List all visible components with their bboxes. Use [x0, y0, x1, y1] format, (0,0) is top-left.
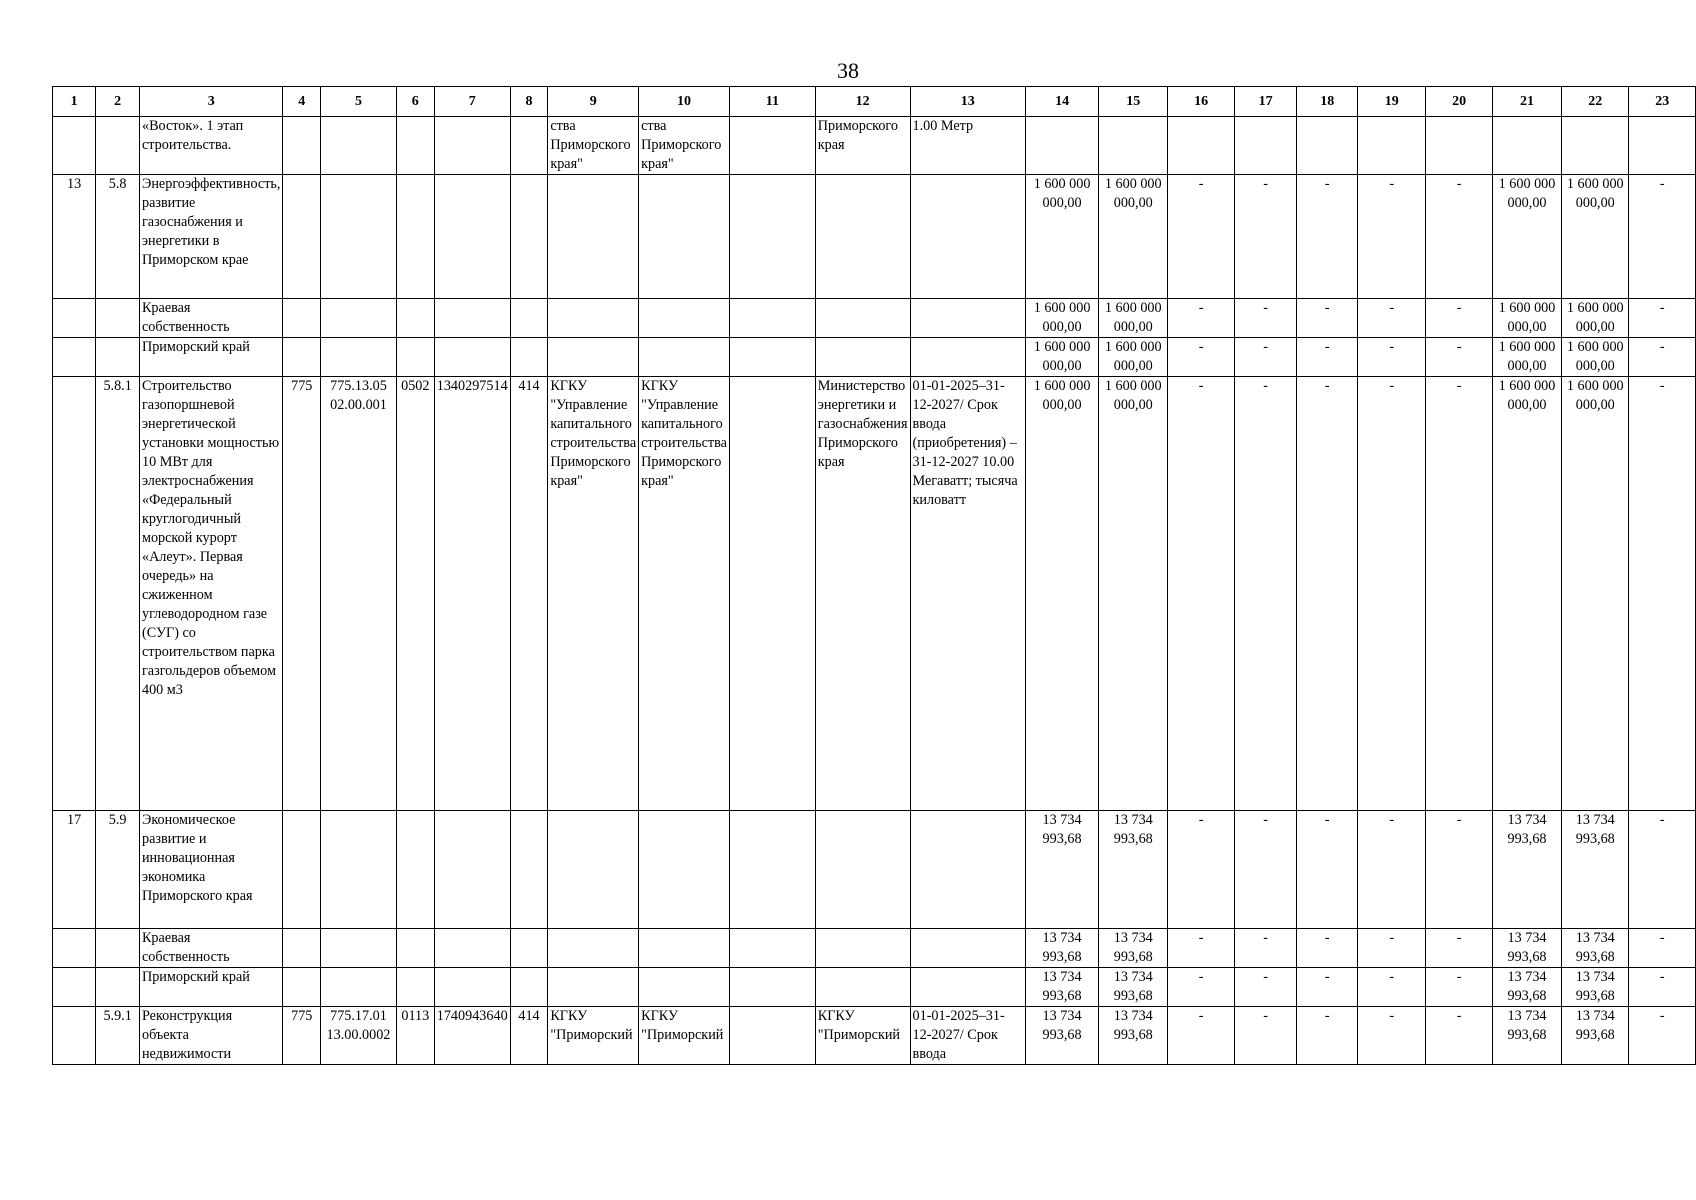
column-header-8: 8	[510, 87, 548, 117]
cell-col-21: 1 600 000 000,00	[1492, 175, 1561, 299]
cell-col-11	[729, 811, 815, 929]
cell-col-2	[96, 338, 140, 377]
cell-col-7: 1340297514	[434, 377, 510, 811]
cell-col-1	[53, 968, 96, 1007]
cell-col-20: -	[1426, 1007, 1492, 1065]
cell-col-8	[510, 175, 548, 299]
cell-col-22: 1 600 000 000,00	[1562, 175, 1629, 299]
cell-col-11	[729, 1007, 815, 1065]
column-header-19: 19	[1358, 87, 1426, 117]
cell-col-11	[729, 299, 815, 338]
cell-col-12	[815, 811, 910, 929]
cell-col-5	[321, 338, 397, 377]
cell-col-2: 5.9	[96, 811, 140, 929]
cell-col-9	[548, 338, 639, 377]
cell-col-15: 1 600 000 000,00	[1099, 377, 1168, 811]
column-header-2: 2	[96, 87, 140, 117]
cell-col-12	[815, 299, 910, 338]
cell-col-5: 775.17.01 13.00.0002	[321, 1007, 397, 1065]
cell-col-22: 13 734 993,68	[1562, 811, 1629, 929]
table-row	[53, 117, 1696, 175]
cell-col-8	[510, 117, 548, 175]
cell-col-20	[1426, 117, 1492, 175]
cell-col-10	[639, 338, 730, 377]
cell-col-4	[283, 175, 321, 299]
cell-col-14	[1026, 117, 1099, 175]
cell-col-6	[396, 175, 434, 299]
column-header-11: 11	[729, 87, 815, 117]
cell-col-7	[434, 929, 510, 968]
cell-col-6: 0502	[396, 377, 434, 811]
cell-col-5: 775.13.05 02.00.001	[321, 377, 397, 811]
column-header-5: 5	[321, 87, 397, 117]
cell-col-4	[283, 811, 321, 929]
cell-col-10	[639, 929, 730, 968]
cell-col-18: -	[1297, 377, 1358, 811]
cell-col-16: -	[1168, 929, 1234, 968]
table-row	[53, 175, 1696, 299]
table-row	[53, 929, 1696, 968]
cell-col-14: 1 600 000 000,00	[1026, 377, 1099, 811]
cell-col-19: -	[1358, 377, 1426, 811]
cell-col-17: -	[1234, 968, 1297, 1007]
cell-col-23: -	[1629, 1007, 1696, 1065]
column-header-9: 9	[548, 87, 639, 117]
cell-col-11	[729, 117, 815, 175]
cell-col-13	[910, 968, 1025, 1007]
table-row	[53, 1007, 1696, 1065]
cell-col-19: -	[1358, 338, 1426, 377]
table-row	[53, 338, 1696, 377]
cell-col-16: -	[1168, 338, 1234, 377]
cell-col-23: -	[1629, 338, 1696, 377]
cell-col-7	[434, 338, 510, 377]
cell-col-13	[910, 299, 1025, 338]
cell-col-18: -	[1297, 929, 1358, 968]
cell-col-8: 414	[510, 377, 548, 811]
cell-col-2: 5.8.1	[96, 377, 140, 811]
cell-col-9	[548, 175, 639, 299]
cell-col-3: Краевая собственность	[139, 929, 282, 968]
cell-col-1: 17	[53, 811, 96, 929]
cell-col-2	[96, 968, 140, 1007]
cell-col-8: 414	[510, 1007, 548, 1065]
table-row	[53, 377, 1696, 811]
cell-col-3: Краевая собственность	[139, 299, 282, 338]
cell-col-1	[53, 377, 96, 811]
cell-col-22: 13 734 993,68	[1562, 968, 1629, 1007]
cell-col-18: -	[1297, 811, 1358, 929]
cell-col-9	[548, 968, 639, 1007]
cell-col-6: 0113	[396, 1007, 434, 1065]
cell-col-3: Приморский край	[139, 338, 282, 377]
cell-col-21: 1 600 000 000,00	[1492, 377, 1561, 811]
cell-col-9: ства Приморского края"	[548, 117, 639, 175]
cell-col-3: «Восток». 1 этап строительства.	[139, 117, 282, 175]
cell-col-1: 13	[53, 175, 96, 299]
cell-col-6	[396, 117, 434, 175]
cell-col-17: -	[1234, 175, 1297, 299]
cell-col-11	[729, 175, 815, 299]
cell-col-2	[96, 117, 140, 175]
column-header-23: 23	[1629, 87, 1696, 117]
cell-col-18: -	[1297, 968, 1358, 1007]
table-row	[53, 299, 1696, 338]
cell-col-22: 1 600 000 000,00	[1562, 377, 1629, 811]
cell-col-14: 1 600 000 000,00	[1026, 175, 1099, 299]
cell-col-6	[396, 968, 434, 1007]
cell-col-21: 13 734 993,68	[1492, 929, 1561, 968]
cell-col-8	[510, 968, 548, 1007]
cell-col-17	[1234, 117, 1297, 175]
cell-col-22: 1 600 000 000,00	[1562, 299, 1629, 338]
cell-col-12: Приморского края	[815, 117, 910, 175]
cell-col-19: -	[1358, 811, 1426, 929]
cell-col-5	[321, 968, 397, 1007]
cell-col-17: -	[1234, 929, 1297, 968]
cell-col-14: 13 734 993,68	[1026, 929, 1099, 968]
cell-col-10	[639, 299, 730, 338]
cell-col-22: 1 600 000 000,00	[1562, 338, 1629, 377]
cell-col-23: -	[1629, 968, 1696, 1007]
column-header-15: 15	[1099, 87, 1168, 117]
cell-col-11	[729, 338, 815, 377]
cell-col-7	[434, 117, 510, 175]
cell-col-18: -	[1297, 299, 1358, 338]
cell-col-23: -	[1629, 175, 1696, 299]
cell-col-14: 13 734 993,68	[1026, 811, 1099, 929]
cell-col-21: 13 734 993,68	[1492, 968, 1561, 1007]
column-header-14: 14	[1026, 87, 1099, 117]
cell-col-13	[910, 929, 1025, 968]
cell-col-12	[815, 929, 910, 968]
cell-col-1	[53, 929, 96, 968]
cell-col-13: 01-01-2025–31-12-2027/ Срок ввода	[910, 1007, 1025, 1065]
cell-col-20: -	[1426, 377, 1492, 811]
cell-col-13	[910, 338, 1025, 377]
cell-col-12	[815, 968, 910, 1007]
cell-col-21: 1 600 000 000,00	[1492, 299, 1561, 338]
cell-col-19: -	[1358, 1007, 1426, 1065]
cell-col-3: Экономическое развитие и инновационная экономика Приморского края	[139, 811, 282, 929]
cell-col-3: Энергоэффективность, развитие газоснабжения и энергетики в Приморском крае	[139, 175, 282, 299]
cell-col-2	[96, 929, 140, 968]
cell-col-15: 13 734 993,68	[1099, 968, 1168, 1007]
cell-col-14: 13 734 993,68	[1026, 1007, 1099, 1065]
cell-col-8	[510, 929, 548, 968]
cell-col-15: 13 734 993,68	[1099, 929, 1168, 968]
cell-col-19: -	[1358, 175, 1426, 299]
cell-col-11	[729, 377, 815, 811]
cell-col-23: -	[1629, 811, 1696, 929]
cell-col-10	[639, 968, 730, 1007]
cell-col-11	[729, 929, 815, 968]
cell-col-17: -	[1234, 1007, 1297, 1065]
cell-col-19: -	[1358, 299, 1426, 338]
cell-col-3: Реконструкция объекта недвижимости	[139, 1007, 282, 1065]
cell-col-4: 775	[283, 377, 321, 811]
cell-col-7	[434, 968, 510, 1007]
cell-col-3: Приморский край	[139, 968, 282, 1007]
cell-col-15: 13 734 993,68	[1099, 811, 1168, 929]
cell-col-4	[283, 929, 321, 968]
cell-col-12	[815, 175, 910, 299]
cell-col-1	[53, 1007, 96, 1065]
cell-col-4	[283, 968, 321, 1007]
cell-col-8	[510, 811, 548, 929]
column-header-20: 20	[1426, 87, 1492, 117]
data-table	[52, 86, 1696, 1065]
cell-col-6	[396, 929, 434, 968]
cell-col-17: -	[1234, 338, 1297, 377]
cell-col-5	[321, 299, 397, 338]
cell-col-10: ства Приморского края"	[639, 117, 730, 175]
cell-col-19: -	[1358, 968, 1426, 1007]
cell-col-20: -	[1426, 929, 1492, 968]
cell-col-11	[729, 968, 815, 1007]
column-header-3: 3	[139, 87, 282, 117]
cell-col-9	[548, 299, 639, 338]
cell-col-5	[321, 811, 397, 929]
cell-col-10: КГКУ "Управление капитального строительства Приморского края"	[639, 377, 730, 811]
cell-col-23: -	[1629, 299, 1696, 338]
cell-col-6	[396, 299, 434, 338]
cell-col-21: 13 734 993,68	[1492, 1007, 1561, 1065]
cell-col-14: 1 600 000 000,00	[1026, 338, 1099, 377]
cell-col-4	[283, 117, 321, 175]
cell-col-17: -	[1234, 811, 1297, 929]
page-number: 38	[837, 58, 859, 83]
cell-col-2: 5.9.1	[96, 1007, 140, 1065]
cell-col-6	[396, 338, 434, 377]
column-header-13: 13	[910, 87, 1025, 117]
cell-col-20: -	[1426, 811, 1492, 929]
cell-col-21	[1492, 117, 1561, 175]
column-header-22: 22	[1562, 87, 1629, 117]
cell-col-22	[1562, 117, 1629, 175]
cell-col-18	[1297, 117, 1358, 175]
cell-col-23	[1629, 117, 1696, 175]
table-row	[53, 811, 1696, 929]
cell-col-9	[548, 811, 639, 929]
column-header-1: 1	[53, 87, 96, 117]
cell-col-13	[910, 175, 1025, 299]
cell-col-13	[910, 811, 1025, 929]
cell-col-16: -	[1168, 299, 1234, 338]
cell-col-5	[321, 929, 397, 968]
cell-col-20: -	[1426, 968, 1492, 1007]
cell-col-15: 1 600 000 000,00	[1099, 299, 1168, 338]
cell-col-12	[815, 338, 910, 377]
cell-col-16	[1168, 117, 1234, 175]
cell-col-13: 1.00 Метр	[910, 117, 1025, 175]
cell-col-15: 1 600 000 000,00	[1099, 338, 1168, 377]
cell-col-7	[434, 811, 510, 929]
column-header-7: 7	[434, 87, 510, 117]
cell-col-17: -	[1234, 299, 1297, 338]
cell-col-16: -	[1168, 968, 1234, 1007]
cell-col-20: -	[1426, 338, 1492, 377]
column-header-10: 10	[639, 87, 730, 117]
cell-col-3: Строительство газопоршневой энергетической установки мощностью 10 МВт для электроснабжения «Федеральный круглогодичный морской курорт «Алеут». Первая очередь» на сжиженном углеводородном газе (СУГ) со строительством парка газгольдеров объемом 400 м3	[139, 377, 282, 811]
cell-col-22: 13 734 993,68	[1562, 1007, 1629, 1065]
cell-col-4	[283, 338, 321, 377]
table-row	[53, 968, 1696, 1007]
cell-col-16: -	[1168, 1007, 1234, 1065]
cell-col-1	[53, 117, 96, 175]
cell-col-6	[396, 811, 434, 929]
cell-col-13: 01-01-2025–31-12-2027/ Срок ввода (приобретения) – 31-12-2027 10.00 Мегаватт; тысяча киловатт	[910, 377, 1025, 811]
cell-col-15: 13 734 993,68	[1099, 1007, 1168, 1065]
column-header-4: 4	[283, 87, 321, 117]
cell-col-22: 13 734 993,68	[1562, 929, 1629, 968]
cell-col-5	[321, 117, 397, 175]
cell-col-16: -	[1168, 377, 1234, 811]
cell-col-5	[321, 175, 397, 299]
cell-col-8	[510, 299, 548, 338]
cell-col-8	[510, 338, 548, 377]
cell-col-18: -	[1297, 338, 1358, 377]
cell-col-14: 13 734 993,68	[1026, 968, 1099, 1007]
column-header-16: 16	[1168, 87, 1234, 117]
cell-col-21: 1 600 000 000,00	[1492, 338, 1561, 377]
cell-col-23: -	[1629, 377, 1696, 811]
cell-col-18: -	[1297, 1007, 1358, 1065]
column-header-18: 18	[1297, 87, 1358, 117]
cell-col-14: 1 600 000 000,00	[1026, 299, 1099, 338]
cell-col-2: 5.8	[96, 175, 140, 299]
header-row	[53, 87, 1696, 117]
cell-col-7	[434, 175, 510, 299]
cell-col-7: 1740943640	[434, 1007, 510, 1065]
cell-col-10: КГКУ "Приморский	[639, 1007, 730, 1065]
cell-col-9: КГКУ "Управление капитального строительства Приморского края"	[548, 377, 639, 811]
column-header-17: 17	[1234, 87, 1297, 117]
cell-col-15	[1099, 117, 1168, 175]
cell-col-16: -	[1168, 175, 1234, 299]
cell-col-1	[53, 299, 96, 338]
cell-col-12: КГКУ "Приморский	[815, 1007, 910, 1065]
cell-col-20: -	[1426, 299, 1492, 338]
column-header-12: 12	[815, 87, 910, 117]
cell-col-15: 1 600 000 000,00	[1099, 175, 1168, 299]
cell-col-23: -	[1629, 929, 1696, 968]
cell-col-4: 775	[283, 1007, 321, 1065]
cell-col-1	[53, 338, 96, 377]
cell-col-19: -	[1358, 929, 1426, 968]
cell-col-18: -	[1297, 175, 1358, 299]
cell-col-9: КГКУ "Приморский	[548, 1007, 639, 1065]
cell-col-7	[434, 299, 510, 338]
cell-col-9	[548, 929, 639, 968]
cell-col-12: Министерство энергетики и газоснабжения Приморского края	[815, 377, 910, 811]
column-header-21: 21	[1492, 87, 1561, 117]
cell-col-21: 13 734 993,68	[1492, 811, 1561, 929]
cell-col-17: -	[1234, 377, 1297, 811]
cell-col-10	[639, 811, 730, 929]
cell-col-16: -	[1168, 811, 1234, 929]
cell-col-4	[283, 299, 321, 338]
column-header-6: 6	[396, 87, 434, 117]
cell-col-19	[1358, 117, 1426, 175]
cell-col-20: -	[1426, 175, 1492, 299]
cell-col-2	[96, 299, 140, 338]
cell-col-10	[639, 175, 730, 299]
